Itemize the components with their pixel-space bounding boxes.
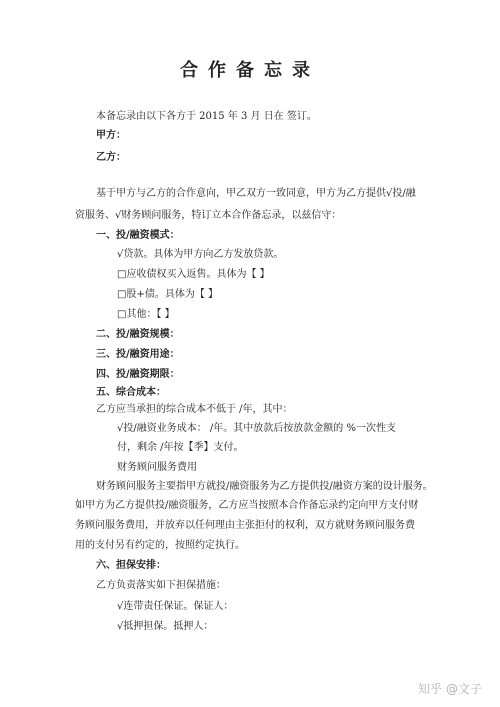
section-5-business-cost: √投/融资业务成本： /年。其中放款后按放款金额的 %一次性支 — [117, 423, 396, 434]
section-5-heading: 五、综合成本： — [96, 387, 166, 398]
intro-line: 本备忘录由以下各方于 2015 年 3 月 日在 签订。 — [96, 111, 317, 122]
section-6-option-mortgage: √抵押担保。抵押人： — [117, 621, 214, 632]
section-5-paragraph-line2: 如甲方为乙方提供投/融资服务，乙方应当按照本合作备忘录约定向甲方支付财 — [75, 500, 419, 511]
section-1-option-receivables: □应收债权买入返售。具体为【 】 — [117, 269, 270, 280]
section-4-heading: 四、投/融资期限： — [96, 369, 180, 380]
section-5-advisory-fee: 财务顾问服务费用 — [117, 462, 197, 473]
section-5-paragraph-line3: 务顾问服务费用，并放弃以任何理由主张拒付的权利，双方就财务顾问服务费 — [75, 520, 415, 531]
paragraph-intro-line1: 基于甲方与乙方的合作意向，甲乙双方一致同意，甲方为乙方提供√投/融 — [96, 188, 416, 199]
party-b-label: 乙方： — [96, 152, 126, 163]
section-5-remainder: 付，剩余 /年按【季】支付。 — [117, 442, 244, 453]
section-3-heading: 三、投/融资用途： — [96, 349, 180, 360]
section-1-option-other: □其他：【 】 — [117, 309, 175, 320]
section-1-heading: 一、投/融资模式： — [96, 230, 180, 241]
section-5-paragraph-line1: 财务顾问服务主要指甲方就投/融资服务为乙方提供投/融资方案的设计服务。 — [96, 481, 433, 492]
section-1-option-loan: √贷款。具体为甲方向乙方发放贷款。 — [117, 249, 284, 260]
section-6-option-guarantee: √连带责任保证。保证人： — [117, 601, 234, 612]
section-2-heading: 二、投/融资规模： — [96, 329, 180, 340]
watermark: 知乎 @文子 — [418, 682, 482, 696]
section-6-heading: 六、担保安排： — [96, 560, 166, 571]
party-a-label: 甲方： — [96, 130, 126, 141]
section-5-paragraph-line4: 用的支付另有约定的，按照约定执行。 — [75, 540, 245, 551]
document-title: 合作备忘录 — [180, 60, 320, 81]
section-5-cost-line: 乙方应当承担的综合成本不低于 /年，其中： — [96, 404, 293, 415]
paragraph-intro-line2: 资服务、√财务顾问服务，特订立本合作备忘录，以兹信守： — [75, 210, 342, 221]
section-1-option-equity-debt: □股+债。具体为【 】 — [117, 289, 219, 300]
section-6-intro: 乙方负责落实如下担保措施： — [96, 580, 226, 591]
